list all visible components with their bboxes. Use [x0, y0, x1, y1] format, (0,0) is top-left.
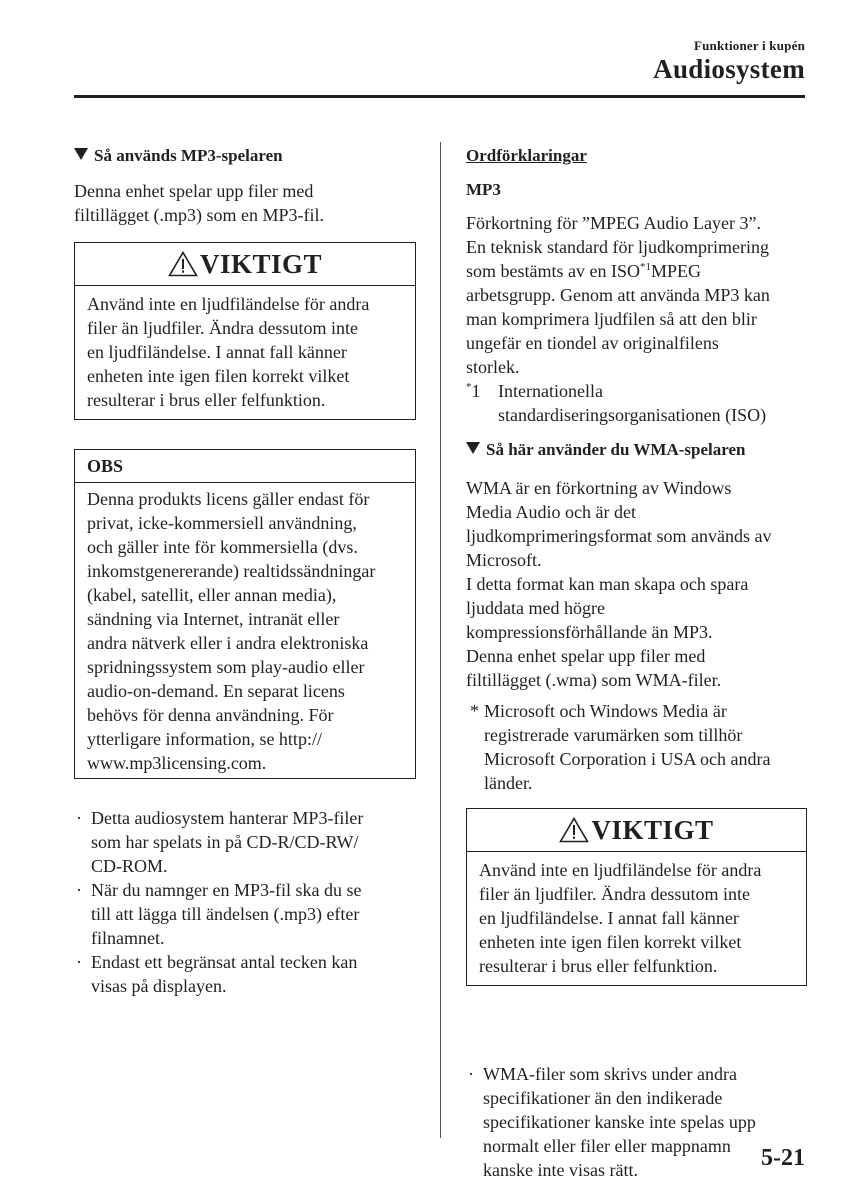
obs-text: Denna produkts licens gäller endast för privat, icke-kommersiell användning, och gäller inte för kommersiella (dvs. inkomstgenererande) realtidssändningar (kabel, satellit, eller annan media), sändning via Internet, intranät eller andra nätverk eller i andra elektroniska spridningssystem som play-audio eller audio-on-demand. En separat licens behövs för denna användning. För ytterligare information, se http:// www.mp3licensing.com.: [87, 489, 376, 773]
warning-title: VIKTIGT: [467, 809, 806, 852]
warning-title: VIKTIGT: [75, 243, 415, 286]
triangle-marker-icon: [74, 148, 88, 160]
warning-triangle-icon: [559, 817, 589, 843]
list-item: · När du namnger en MP3-fil ska du se till att lägga till ändelsen (.mp3) efter filnamnet.: [76, 880, 362, 948]
list-item: · Endast ett begränsat antal tecken kan visas på displayen.: [76, 952, 358, 996]
warning-triangle-icon: [168, 251, 198, 277]
list-item: · Detta audiosystem hanterar MP3-filer som har spelats in på CD-R/CD-RW/ CD-ROM.: [76, 808, 364, 876]
trademark-note: * Microsoft och Windows Media är registrerade varumärken som tillhör Microsoft Corporation i USA och andra länder.: [470, 701, 771, 793]
warning-text: Använd inte en ljudfiländelse för andra filer än ljudfiler. Ändra dessutom inte en ljudfiländelse. I annat fall känner enheten inte igen filen korrekt vilket resulterar i brus eller felfunktion.: [87, 294, 370, 410]
triangle-marker-icon: [466, 442, 480, 454]
warning-box-right: [466, 808, 807, 986]
obs-title: OBS: [75, 450, 415, 483]
warning-box-left: [74, 242, 416, 420]
mp3-heading: Så används MP3-spelaren: [74, 145, 283, 167]
mp3-term-heading: MP3: [466, 180, 501, 199]
column-divider: [440, 142, 441, 1138]
footnote: *1 Internationella standardiseringsorganisationen (ISO): [466, 381, 767, 425]
obs-box: [74, 449, 416, 779]
left-bullet-list: [74, 806, 424, 998]
page-title: Audiosystem: [653, 54, 805, 84]
wma-heading: Så här använder du WMA-spelaren: [466, 439, 745, 461]
mp3-definition: Förkortning för ”MPEG Audio Layer 3”. En teknisk standard för ljudkomprimering som bestämts av en ISO$^{*1}$MPEG arbetsgrupp. Genom att använda MP3 kan man komprimera ljudfilen så att den blir ungefär en tiondel av originalfilens storlek.: [466, 213, 770, 377]
header-divider: [74, 95, 805, 98]
glossary-heading: Ordförklaringar: [466, 146, 587, 165]
page-number: 5-21: [761, 1145, 805, 1171]
wma-description: WMA är en förkortning av Windows Media Audio och är det ljudkomprimeringsformat som används av Microsoft. I detta format kan man skapa och spara ljuddata med högre kompressionsförhållande än MP3. Denna enhet spelar upp filer med filtillägget (.wma) som WMA-filer.: [466, 478, 772, 690]
list-item: · WMA-filer som skrivs under andra specifikationer än den indikerade specifikationer kanske inte spelas upp normalt eller filer eller mappnamn kanske inte visas rätt.: [468, 1064, 756, 1180]
section-label: Funktioner i kupén: [693, 38, 805, 53]
mp3-intro: Denna enhet spelar upp filer med filtillägget (.mp3) som en MP3-fil.: [74, 181, 324, 225]
warning-text: Använd inte en ljudfiländelse för andra filer än ljudfiler. Ändra dessutom inte en ljudfiländelse. I annat fall känner enheten inte igen filen korrekt vilket resulterar i brus eller felfunktion.: [479, 860, 762, 976]
